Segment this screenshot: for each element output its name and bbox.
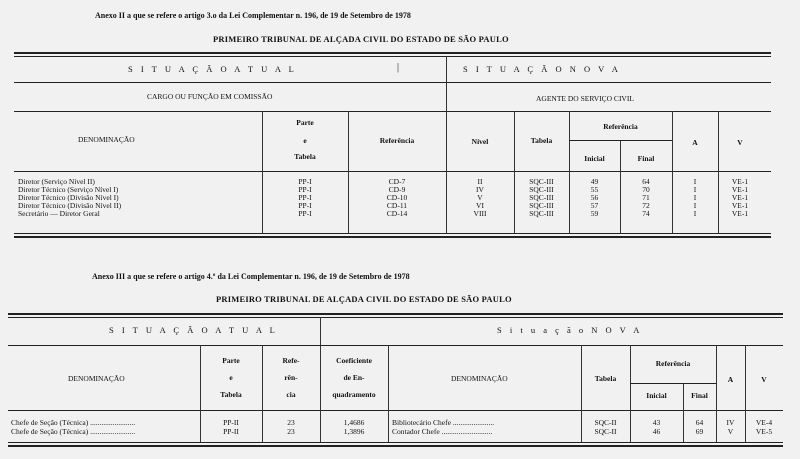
header-ren: rên-	[284, 373, 298, 382]
annex2-cell-inicial: 49	[590, 177, 599, 186]
rule	[8, 313, 783, 315]
annex3-cell-denominacao_new: Bibliotecário Chefe ......................	[392, 419, 495, 427]
header-inicial-2: Inicial	[646, 391, 667, 400]
divider	[630, 345, 631, 410]
annex2-cell-nivel: VI	[476, 201, 484, 210]
annex3-title: PRIMEIRO TRIBUNAL DE ALÇADA CIVIL DO ESTADO DE SÃO PAULO	[216, 294, 512, 304]
annex2-cell-inicial: 56	[590, 193, 599, 202]
annex2-cell-a: I	[693, 193, 697, 202]
annex2-cell-referencia: CD-7	[388, 177, 406, 186]
annex2-cell-tabela: SQC-III	[529, 209, 554, 218]
rule	[14, 233, 771, 234]
header-parte: Parte	[296, 118, 314, 127]
rule	[8, 445, 783, 447]
annex3-cell-parte: PP-II	[223, 428, 239, 436]
header-e: e	[303, 136, 307, 145]
header-tabela-left-2: Tabela	[220, 390, 242, 399]
header-denominacao: DENOMINAÇÃO	[78, 135, 135, 144]
annex2-cell-tabela: SQC-III	[529, 201, 554, 210]
rule	[8, 442, 783, 443]
annex3-cell-denominacao: Chefe de Seção (Técnica) ........................	[11, 419, 136, 427]
header-referencia: Referência	[379, 136, 415, 145]
annex2-cell-nivel: II	[477, 177, 483, 186]
annex2-cell-referencia: CD-11	[386, 201, 408, 210]
header-nivel: Nível	[471, 137, 489, 146]
annex2-cell-parte: PP-I	[298, 193, 312, 202]
annex2-cell-nivel: V	[477, 193, 483, 202]
header-e-2: e	[229, 373, 233, 382]
annex3-cell-v: VE-4	[755, 419, 773, 427]
annex2-cell-denominacao: Diretor Técnico (Divisão Nível I)	[18, 193, 119, 202]
divider	[388, 410, 389, 442]
annex3-cell-v: VE-5	[755, 428, 773, 436]
annex2-cell-a: I	[693, 201, 697, 210]
header-a-2: A	[727, 375, 734, 384]
annex2-cell-inicial: 59	[590, 209, 599, 218]
rule	[8, 317, 783, 318]
divider	[388, 345, 389, 410]
annex2-cell-v: VE-1	[731, 185, 749, 194]
annex3-cell-inicial: 46	[652, 428, 661, 436]
header-refe: Refe-	[282, 356, 300, 365]
annex2-cell-denominacao: Diretor (Serviço Nível II)	[18, 177, 95, 186]
annex2-new-sub: AGENTE DO SERVIÇO CIVIL	[536, 94, 634, 103]
annex3-current-situation: S I T U A Ç Ã O A T U A L	[109, 325, 278, 335]
rule	[8, 345, 783, 346]
annex2-cell-tabela: SQC-III	[529, 193, 554, 202]
header-final-2: Final	[691, 391, 708, 400]
rule	[14, 52, 771, 54]
annex2-current-situation: S I T U A Ç Ã O A T U A L	[128, 64, 297, 74]
header-v-2: V	[761, 375, 767, 384]
annex3-cell-a: V	[727, 428, 734, 436]
annex2-cell-final: 74	[642, 209, 650, 218]
rule	[8, 410, 783, 411]
annex3-cell-tabela: SQC-II	[594, 419, 617, 427]
annex2-cell-denominacao: Diretor Técnico (Serviço Nível I)	[18, 185, 119, 194]
annex2-cell-inicial: 55	[590, 185, 599, 194]
annex3-caption: Anexo III a que se refere o artigo 4.º da Lei Complementar n. 196, de 19 de Setembro de 1978	[92, 272, 410, 281]
separator-mark: |	[397, 62, 400, 73]
annex2-title: PRIMEIRO TRIBUNAL DE ALÇADA CIVIL DO ESTADO DE SÃO PAULO	[213, 34, 509, 44]
annex2-cell-tabela: SQC-III	[529, 177, 554, 186]
header-tabela: Tabela	[530, 136, 553, 145]
header-coef1: Coeficiente	[336, 356, 372, 365]
annex2-cell-v: VE-1	[731, 193, 749, 202]
header-a: A	[692, 138, 698, 147]
rule	[14, 82, 771, 83]
header-denominacao-new: DENOMINAÇÃO	[451, 374, 508, 383]
annex2-cell-parte: PP-I	[298, 185, 312, 194]
rule	[630, 383, 716, 384]
annex2-cell-a: I	[693, 177, 697, 186]
annex2-cell-referencia: CD-14	[386, 209, 408, 218]
annex3-cell-inicial: 43	[652, 419, 661, 427]
annex3-cell-final: 64	[695, 419, 704, 427]
annex2-cell-final: 72	[642, 201, 650, 210]
header-referencia-2: Referência	[655, 359, 691, 368]
annex3-cell-denominacao_new: Contador Chefe ...........................	[392, 428, 493, 436]
header-inicial: Inicial	[584, 154, 605, 163]
header-final: Final	[637, 154, 655, 163]
header-coef3: quadramento	[332, 390, 376, 399]
annex3-new-situation: S i t u a ç ã o N O V A	[497, 325, 643, 335]
annex2-cell-parte: PP-I	[298, 209, 312, 218]
annex2-cell-parte: PP-I	[298, 201, 312, 210]
annex3-cell-ref: 23	[287, 419, 295, 427]
header-cia: cia	[286, 390, 296, 399]
annex3-cell-denominacao: Chefe de Seção (Técnica) ........................	[11, 428, 136, 436]
annex2-cell-a: I	[693, 209, 697, 218]
annex2-current-sub: CARGO OU FUNÇÃO EM COMISSÃO	[147, 92, 273, 101]
annex2-cell-final: 71	[642, 193, 650, 202]
annex2-cell-v: VE-1	[731, 201, 749, 210]
annex2-cell-nivel: IV	[476, 185, 484, 194]
annex2-cell-tabela: SQC-III	[529, 185, 554, 194]
annex2-cell-a: I	[693, 185, 697, 194]
annex2-cell-parte: PP-I	[298, 177, 312, 186]
rule	[14, 171, 771, 172]
rule	[14, 236, 771, 238]
annex2-cell-denominacao: Diretor Técnico (Divisão Nível II)	[18, 201, 122, 210]
rule	[14, 56, 771, 57]
header-parte-2: Parte	[222, 356, 240, 365]
annex2-cell-inicial: 57	[590, 201, 599, 210]
annex2-new-situation: S I T U A Ç Ã O N O V A	[463, 64, 621, 74]
annex2-cell-v: VE-1	[731, 209, 749, 218]
annex2-cell-referencia: CD-9	[388, 185, 406, 194]
divider	[446, 56, 447, 112]
annex2-cell-final: 64	[642, 177, 650, 186]
annex3-cell-final: 69	[695, 428, 704, 436]
annex2-cell-final: 70	[642, 185, 650, 194]
annex3-cell-a: IV	[726, 419, 735, 427]
header-referencia-new: Referência	[603, 122, 638, 131]
annex3-cell-coef: 1,4686	[343, 419, 365, 427]
header-v: V	[737, 138, 743, 147]
annex2-caption: Anexo II a que se refere o artigo 3.o da Lei Complementar n. 196, de 19 de Setembro de 1978	[95, 11, 411, 20]
annex2-cell-denominacao: Secretário — Diretor Geral	[18, 209, 100, 218]
annex2-cell-nivel: VIII	[473, 209, 487, 218]
annex2-cell-referencia: CD-10	[386, 193, 408, 202]
header-denominacao-2: DENOMINAÇÃO	[68, 374, 125, 383]
annex3-cell-coef: 1,3896	[343, 428, 365, 436]
annex3-cell-ref: 23	[287, 428, 295, 436]
header-coef2: de En-	[343, 373, 365, 382]
header-tabela-2: Tabela	[594, 374, 617, 383]
header-tabela-left: Tabela	[294, 152, 316, 161]
rule	[569, 140, 672, 141]
annex3-cell-parte: PP-II	[223, 419, 239, 427]
annex3-cell-tabela: SQC-II	[594, 428, 617, 436]
rule	[14, 111, 771, 112]
annex2-cell-v: VE-1	[731, 177, 749, 186]
